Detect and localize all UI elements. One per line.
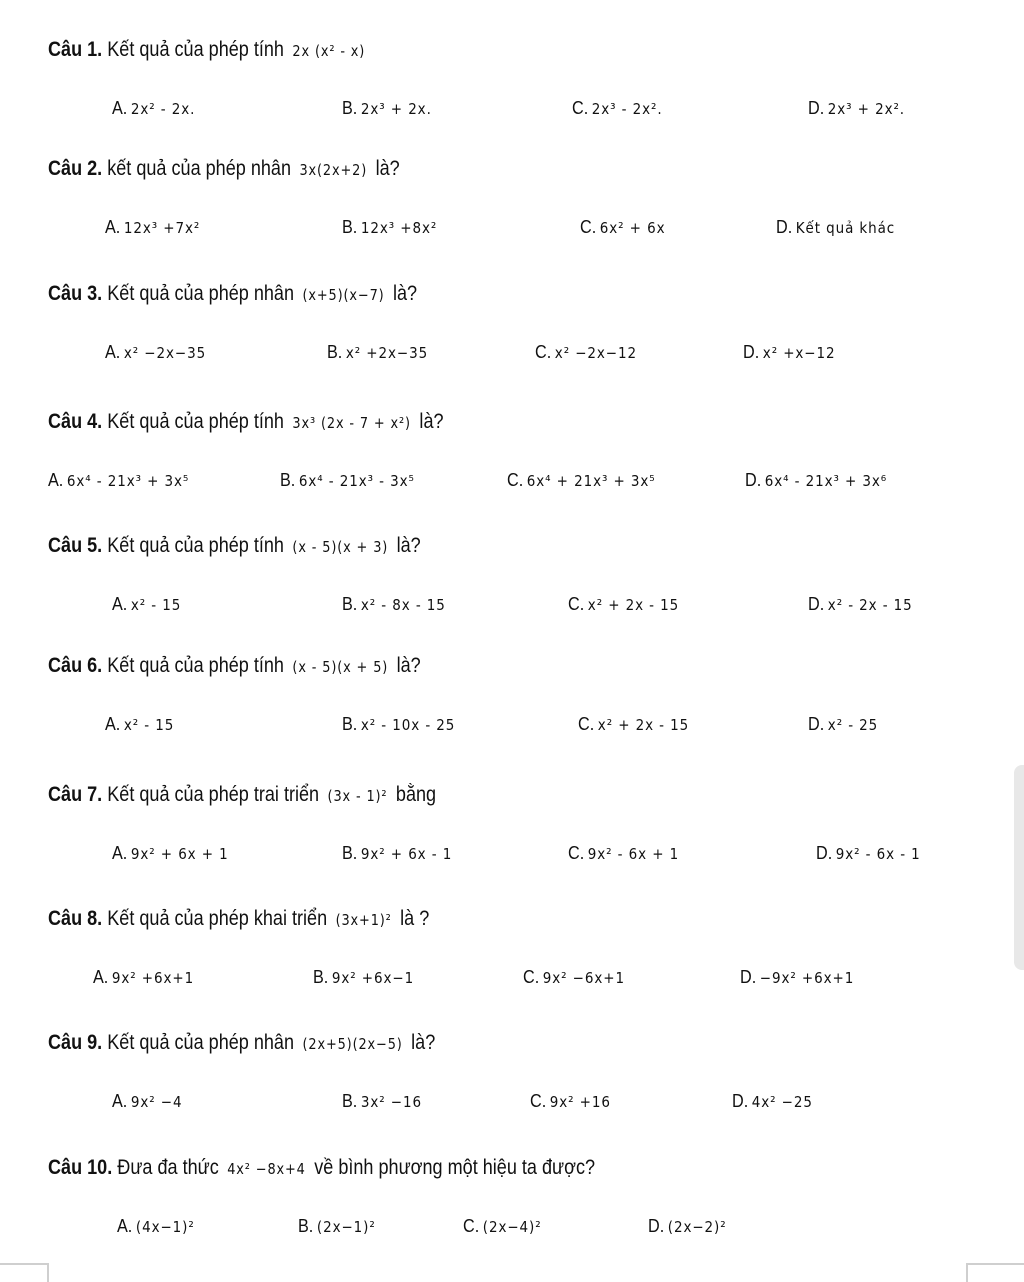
option-expression: 9x² −6x+1 [542,969,625,987]
option-letter: D. [816,843,833,863]
question-number: Câu 6. [48,654,103,677]
option-expression: x² - 25 [827,716,879,734]
option-expression: 6x⁴ - 21x³ - 3x⁵ [298,472,415,490]
option-expression: 12x³ +7x² [123,219,201,237]
question-expression: (x - 5)(x + 3) [292,538,389,556]
option-expression: x² - 15 [130,596,182,614]
option-expression: x² - 8x - 15 [360,596,446,614]
option-expression: x² +2x−35 [345,344,429,362]
answer-option-d[interactable] [808,96,905,121]
option-expression: x² +x−12 [762,344,836,362]
option-expression: 9x² + 6x - 1 [360,845,453,863]
question-prefix: Kết quả của phép nhân [107,282,295,305]
answer-option-b[interactable] [327,340,428,365]
option-letter: B. [342,843,358,863]
question-5 [0,518,1024,638]
option-letter: B. [298,1216,314,1236]
option-letter: B. [313,967,329,987]
answer-option-a[interactable] [112,841,229,866]
question-prefix: Kết quả của phép tính [107,654,284,677]
page-corner-right [966,1263,1024,1282]
answer-option-d[interactable] [743,340,835,365]
answer-option-c[interactable] [535,340,637,365]
question-suffix: là? [396,654,421,677]
option-expression: 9x² +6x−1 [331,969,415,987]
question-expression: (3x+1)² [335,911,392,929]
page-corner-left [0,1263,49,1282]
question-expression: 3x³ (2x - 7 + x²) [292,414,411,432]
question-expression: (x+5)(x−7) [302,286,385,304]
question-6 [0,638,1024,758]
answer-option-a[interactable] [112,592,181,617]
question-7 [0,767,1024,887]
option-letter: A. [112,1091,128,1111]
question-prefix: Kết quả của phép trai triển [107,783,320,806]
question-suffix: là? [411,1031,436,1054]
option-expression: x² + 2x - 15 [587,596,680,614]
answer-option-b[interactable] [342,712,455,737]
question-suffix: là ? [400,907,430,930]
question-title [48,408,444,437]
question-9 [0,1015,1024,1135]
option-expression: x² −2x−35 [123,344,207,362]
option-expression: 6x⁴ - 21x³ + 3x⁵ [66,472,190,490]
option-expression: 2x² - 2x. [130,100,196,118]
option-expression: Kết quả khác [795,219,896,237]
question-expression: (3x - 1)² [327,787,388,805]
option-letter: D. [732,1091,749,1111]
answer-option-c[interactable] [507,468,656,493]
option-letter: B. [342,714,358,734]
question-suffix: là? [396,534,421,557]
option-expression: 3x² −16 [360,1093,422,1111]
option-letter: D. [808,594,825,614]
question-10 [0,1140,1024,1260]
answer-option-a[interactable] [105,712,174,737]
question-title [48,155,400,184]
question-8 [0,891,1024,1011]
option-letter: C. [463,1216,480,1236]
question-number: Câu 10. [48,1156,113,1179]
answer-option-d[interactable] [740,965,854,990]
question-suffix: là? [419,410,444,433]
option-expression: 9x² - 6x - 1 [835,845,921,863]
question-title [48,905,429,934]
option-expression: 2x³ + 2x. [360,100,432,118]
question-expression: (x - 5)(x + 5) [292,658,389,676]
option-letter: B. [342,217,358,237]
option-letter: C. [523,967,540,987]
question-title [48,652,421,681]
option-expression: −9x² +6x+1 [759,969,855,987]
option-letter: D. [740,967,757,987]
option-letter: A. [112,98,128,118]
answer-option-a[interactable] [112,96,195,121]
option-letter: B. [280,470,296,490]
answer-option-d[interactable] [745,468,887,493]
option-expression: 9x² +16 [549,1093,611,1111]
option-expression: 6x² + 6x [599,219,666,237]
answer-option-c[interactable] [580,215,665,240]
option-expression: (2x−4)² [482,1218,542,1236]
question-number: Câu 5. [48,534,103,557]
question-expression: 3x(2x+2) [299,161,368,179]
option-letter: D. [808,714,825,734]
option-letter: C. [578,714,595,734]
question-suffix: về bình phương một hiệu ta được? [314,1156,596,1179]
option-expression: 9x² +6x+1 [111,969,195,987]
option-expression: 9x² - 6x + 1 [587,845,680,863]
question-expression: 4x² −8x+4 [227,1160,306,1178]
answer-option-c[interactable] [568,592,679,617]
option-letter: A. [48,470,64,490]
answer-option-c[interactable] [523,965,625,990]
question-title [48,532,421,561]
option-letter: C. [507,470,524,490]
answer-option-d[interactable] [732,1089,813,1114]
question-number: Câu 8. [48,907,103,930]
question-prefix: Kết quả của phép tính [107,410,284,433]
option-expression: 2x³ + 2x². [827,100,905,118]
option-expression: 2x³ - 2x². [591,100,663,118]
option-letter: A. [105,217,121,237]
answer-option-d[interactable] [776,215,895,240]
option-expression: 6x⁴ - 21x³ + 3x⁶ [764,472,888,490]
option-letter: A. [105,342,121,362]
question-prefix: Kết quả của phép tính [107,38,284,61]
answer-option-a[interactable] [48,468,189,493]
option-letter: A. [117,1216,133,1236]
answer-option-a[interactable] [117,1214,195,1239]
answer-option-b[interactable] [342,592,446,617]
question-expression: (2x+5)(2x−5) [302,1035,403,1053]
option-expression: (4x−1)² [135,1218,195,1236]
question-prefix: Đưa đa thức [117,1156,219,1179]
answer-option-b[interactable] [298,1214,376,1239]
option-letter: D. [745,470,762,490]
answer-option-b[interactable] [280,468,415,493]
option-expression: (2x−1)² [316,1218,376,1236]
option-expression: x² + 2x - 15 [597,716,690,734]
question-number: Câu 9. [48,1031,103,1054]
option-letter: D. [808,98,825,118]
answer-option-b[interactable] [313,965,414,990]
answer-option-d[interactable] [648,1214,727,1239]
question-prefix: kết quả của phép nhân [107,157,292,180]
option-letter: A. [93,967,109,987]
option-letter: C. [572,98,589,118]
option-expression: (2x−2)² [667,1218,727,1236]
option-letter: B. [342,1091,358,1111]
question-title [48,280,417,309]
answer-option-c[interactable] [578,712,689,737]
question-number: Câu 2. [48,157,103,180]
answer-option-b[interactable] [342,1089,422,1114]
question-prefix: Kết quả của phép nhân [107,1031,295,1054]
option-expression: x² - 15 [123,716,175,734]
answer-option-b[interactable] [342,96,432,121]
option-letter: A. [112,594,128,614]
question-title [48,36,369,65]
question-suffix: là? [392,282,418,305]
question-expression: 2x (x² - x) [292,42,366,60]
option-expression: 12x³ +8x² [360,219,438,237]
answer-option-c[interactable] [530,1089,611,1114]
option-letter: C. [568,594,585,614]
option-letter: A. [105,714,121,734]
option-expression: 9x² + 6x + 1 [130,845,229,863]
option-letter: D. [648,1216,665,1236]
question-3 [0,266,1024,386]
answer-option-a[interactable] [105,340,206,365]
answer-option-b[interactable] [342,215,437,240]
answer-option-c[interactable] [463,1214,542,1239]
question-1 [0,22,1024,142]
option-expression: x² - 2x - 15 [827,596,913,614]
option-expression: 9x² −4 [130,1093,183,1111]
option-expression: x² - 10x - 25 [360,716,456,734]
option-expression: 4x² −25 [751,1093,813,1111]
option-letter: B. [342,98,358,118]
question-2 [0,141,1024,261]
question-prefix: Kết quả của phép tính [107,534,284,557]
question-number: Câu 4. [48,410,103,433]
option-letter: B. [342,594,358,614]
option-letter: C. [530,1091,547,1111]
option-letter: B. [327,342,343,362]
answer-option-c[interactable] [568,841,679,866]
answer-option-b[interactable] [342,841,452,866]
option-letter: D. [743,342,760,362]
answer-option-d[interactable] [808,712,878,737]
option-letter: C. [535,342,552,362]
answer-option-a[interactable] [112,1089,183,1114]
question-number: Câu 3. [48,282,103,305]
question-title [48,781,436,810]
question-prefix: Kết quả của phép khai triển [107,907,328,930]
question-4 [0,394,1024,514]
answer-option-a[interactable] [105,215,200,240]
option-letter: C. [580,217,597,237]
answer-option-c[interactable] [572,96,663,121]
question-title [48,1154,595,1183]
option-letter: A. [112,843,128,863]
question-suffix: bằng [395,783,437,806]
question-number: Câu 7. [48,783,103,806]
answer-option-d[interactable] [808,592,913,617]
answer-option-d[interactable] [816,841,921,866]
question-number: Câu 1. [48,38,103,61]
question-title [48,1029,435,1058]
option-letter: C. [568,843,585,863]
option-letter: D. [776,217,793,237]
question-suffix: là? [375,157,400,180]
answer-option-a[interactable] [93,965,194,990]
option-expression: x² −2x−12 [554,344,637,362]
option-expression: 6x⁴ + 21x³ + 3x⁵ [526,472,656,490]
